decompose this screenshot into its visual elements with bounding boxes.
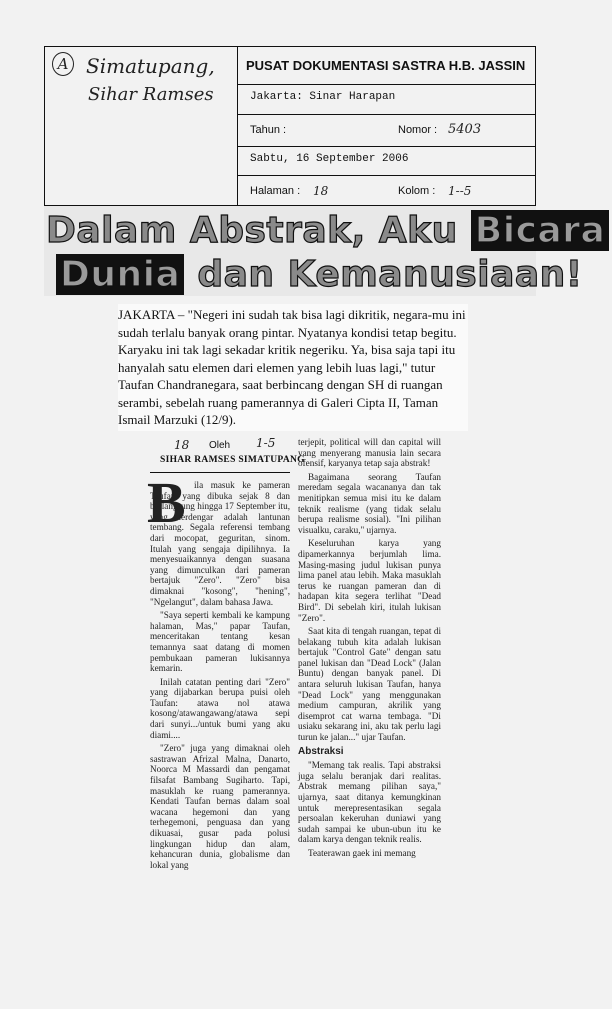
lead-paragraph: JAKARTA – "Negeri ini sudah tak bisa lagi dikritik, negara-mu ini sudah terlalu banyak orang pintar. Nyatanya kondisi tetap begitu. Karyaku ini tak lagi sekadar kritik negeriku. Ya, bisa saja tapi itu hanyalah satu elemen dari elemen yang lebih luas lagi," tutur Taufan Chandranegara, saat berbincang dengan SH di ruangan serambi, sebelah ruang pamerannya di Galeri Cipta II, Taman Ismail Marzuki (12/9).	[118, 304, 468, 431]
headline-line2-part-a: Dunia	[56, 254, 184, 295]
newspaper-source: Jakarta: Sinar Harapan	[250, 91, 396, 103]
col1-paragraph-1: ila masuk ke pameran Taufan yang dibuka sejak 8 dan berlangsung hingga 17 September itu, yang terdengar adalah lantunan tembang. Segala referensi tembang dari mocopat, geguritan, sinom. Itulah yang sengaja dipilihnya. Ia menyesuaikannya dengan suasana yang dimunculkan dari pameran bertajuk "Zero". "Zero" bisa dimaknai "kosong", "hening", "Ngelangut", dalam bahasa Jawa.	[150, 480, 290, 607]
col1-paragraph-4: "Zero" juga yang dimaknai oleh sastrawan Afrizal Malna, Danarto, Noorca M Massardi dan pengamat filsafat Bambang Sugiharto. Tapi, masuklah ke ruang pamerannya. Kendati Taufan bernas dalam soal wacana hegemoni dan yang terhegemoni, penguasa dan yang dikuasai, gusar pada polusi lingkungan hidup dan alam, kehancuran dunia, globalisme dan lokal yang	[150, 743, 290, 870]
nomor-label: Nomor :	[398, 124, 438, 136]
col1-paragraph-3: Inilah catatan penting dari "Zero" yang dijabarkan berupa puisi oleh Taufan: atawa nol atawa kosong/atawangawang/atawa sepi dari sunyi.../untuk bumi yang aku diami....	[150, 676, 290, 740]
col1-paragraph-2: "Saya seperti kembali ke kampung halaman, Mas," papar Taufan, menceritakan tentang kesan temannya saat datang di momen pembukaan pameran lukisannya kemarin.	[150, 610, 290, 674]
kolom-value: 1--5	[448, 184, 472, 198]
col2-paragraph-6: Teaterawan gaek ini memang	[308, 847, 416, 858]
headline-line2	[56, 254, 583, 295]
headline-line1-part-b: Bicara	[471, 210, 609, 251]
article-column-2	[298, 437, 441, 862]
byline-hand-right: 1-5	[256, 436, 276, 450]
handwritten-author-line1: Simatupang,	[86, 54, 215, 78]
handwritten-author-line2: Sihar Ramses	[88, 84, 214, 105]
halaman-label: Halaman :	[250, 185, 301, 197]
col2-paragraph-1: terjepit, political will dan capital will yang menyerang manusia lain secara ofensif, karyanya tetap saja abstrak!	[298, 437, 441, 469]
col2-paragraph-4: Saat kita di tengah ruangan, tepat di belakang tubuh kita adalah lukisan bertajuk "Control Gate" dengan satu panel lukisan dan "Dead Lock" (Jalan Buntu) dengan banyak panel. Di antara seluruh lukisan Taufan, hanya "Dead Lock" yang menggunakan medium campuran, akrilik yang disemprot cat warna tembaga. "Di usiaku sekarang ini, aku tak perlu lagi turun ke jalan..." ujar Taufan.	[298, 626, 441, 743]
byline-hand-left: 18	[174, 438, 190, 452]
col2-paragraph-2: Bagaimana seorang Taufan meredam segala wacananya dan tak menitipkan semua misi itu ke dalam teknik realisme (yang tidak selalu berupa realisme sosial). "Ini pilihan visualku, caraku," ujarnya.	[298, 471, 441, 535]
publication-date: Sabtu, 16 September 2006	[250, 153, 409, 165]
headline-line2-part-b: dan Kemanusiaan!	[197, 254, 583, 295]
subhead-abstraksi: Abstraksi	[298, 745, 344, 757]
byline-oleh: Oleh	[209, 440, 231, 451]
byline-author: SIHAR RAMSES SIMATUPANG	[160, 455, 305, 465]
col2-paragraph-5: "Memang tak realis. Tapi abstraksi juga selalu beranjak dari realitas. Abstrak memang pilihan saya," ujarnya, saat ditanya kemungkinan untuk merepresentasikan segala persoalan kekeruhan duniawi yang sudah sampai ke ubun-ubun itu ke dalam karya dengan teknik realis.	[298, 760, 441, 845]
col2-paragraph-3: Keseluruhan karya yang dipamerkannya berjumlah lima. Masing-masing judul lukisan punya lima panel atau lebih. Maka masuklah terus ke ruangan pameran dan di hadapan kita segera terlihat "Dead Bird". Di sebelah kiri, itulah lukisan "Zero".	[298, 538, 441, 623]
tahun-label: Tahun :	[250, 124, 287, 136]
headline-line1	[46, 210, 609, 251]
archive-title: PUSAT DOKUMENTASI SASTRA H.B. JASSIN	[246, 58, 526, 73]
handwritten-circled-letter: A	[52, 52, 74, 76]
dropcap: B	[147, 470, 186, 535]
halaman-value: 18	[313, 184, 329, 198]
kolom-label: Kolom :	[398, 185, 436, 197]
headline-line1-part-a: Dalam Abstrak, Aku	[46, 210, 458, 251]
nomor-value: 5403	[448, 122, 482, 137]
article-column-1	[150, 480, 290, 873]
